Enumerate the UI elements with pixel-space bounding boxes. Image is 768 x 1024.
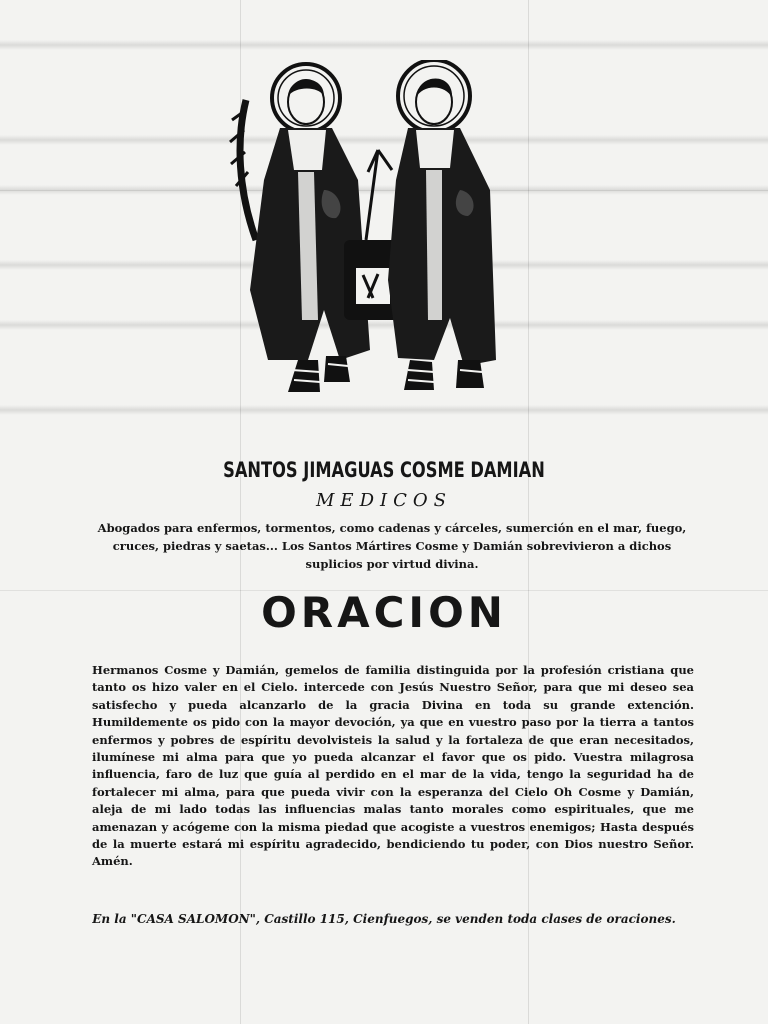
page-subtitle: MEDICOS xyxy=(316,490,452,511)
intro-paragraph: Abogados para enfermos, tormentos, como cadenas y cárceles, sumerción en el mar, fuego, cruces, piedras y saetas... Los Santos Mártires Cosme y Damián sobrevivieron a dichos suplicios por virtud divina. xyxy=(97,521,687,571)
scan-artifact xyxy=(0,405,768,415)
saints-illustration xyxy=(228,60,518,400)
footer-note: En la "CASA SALOMON", Castillo 115, Cienfuegos, se venden toda clases de oraciones. xyxy=(92,912,676,926)
prayer-text: Hermanos Cosme y Damián, gemelos de familia distinguida por la profesión cristiana que tanto os hizo valer en el Cielo. intercede con Jesús Nuestro Señor, para que mi deseo sea satisfecho y pueda alcanzarlo de la gracia Divina en toda su grande extención. Humildemente os pido con la mayor devoción, ya que en vuestro paso por la tierra a tantos enfermos y pobres de espíritu devolvisteis la salud y la fortaleza de que eran necesitados, ilumínese mi alma para que yo pueda alcanzar el favor que os pido. Vuestra milagrosa influencia, faro de luz que guía al perdido en el mar de la vida, tengo la seguridad ha de fortalecer mi alma, para que pueda vivir con la esperanza del Cielo Oh Cosme y Damián, aleja de mi lado todas las influencias malas tanto morales como espirituales, que me amenazan y acógeme con la misma piedad que acogiste a vuestros enemigos; Hasta después de la muerte estará mi espíritu agradecido, bendiciendo tu poder, con Dios nuestro Señor. Amén. xyxy=(92,663,694,869)
page-title: SANTOS JIMAGUAS COSME DAMIAN xyxy=(223,458,545,482)
prayer-heading: ORACION xyxy=(261,588,507,637)
scan-artifact xyxy=(0,40,768,50)
